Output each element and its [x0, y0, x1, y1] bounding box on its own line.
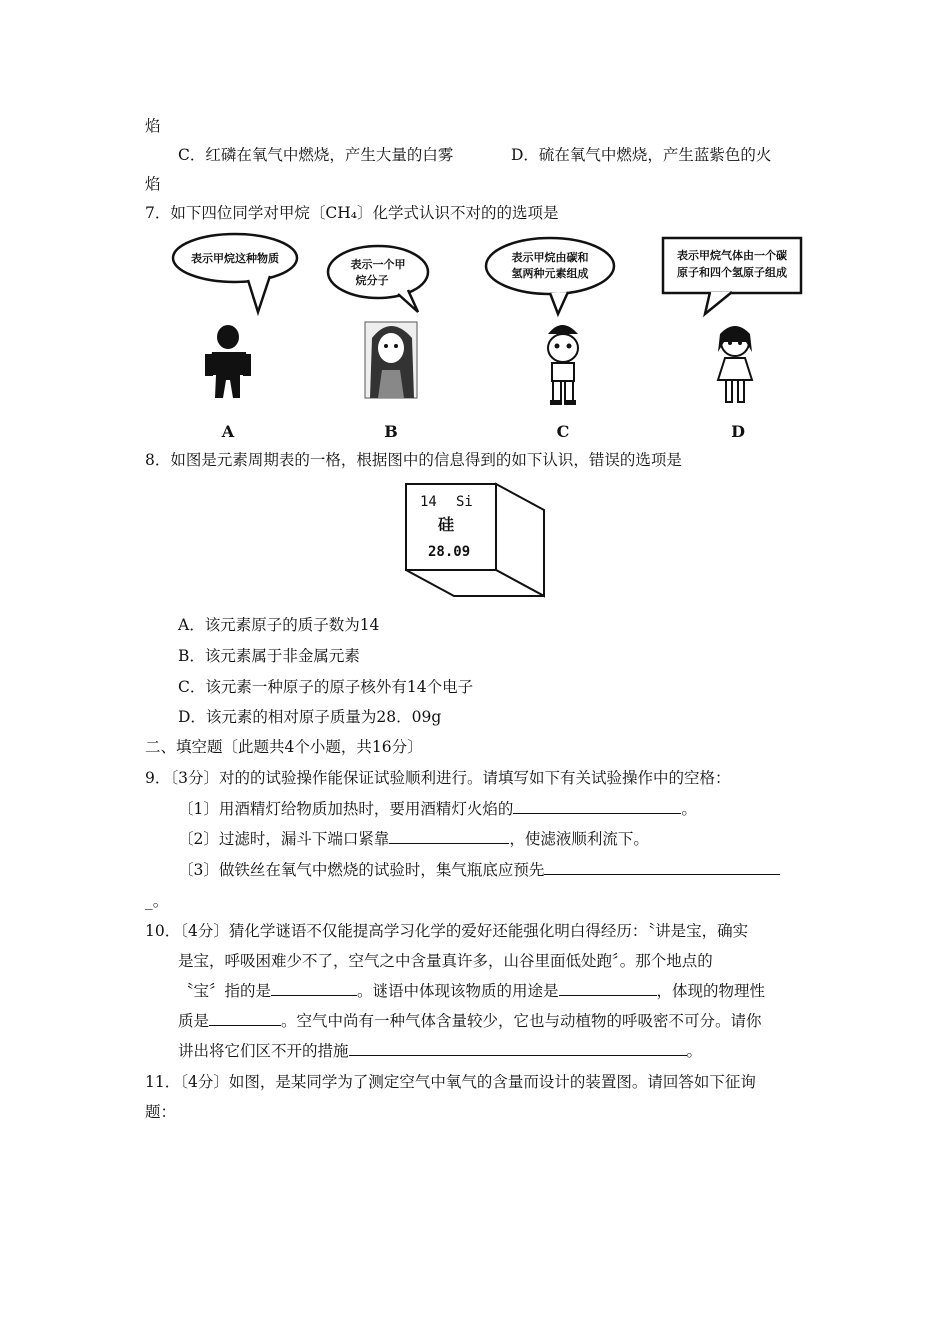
option-d: D．硫在氧气中燃烧，产生蓝紫色的火 [511, 146, 772, 164]
option-8d: D．该元素的相对原子质量为28．09g [178, 708, 442, 726]
q9-1-end: 。 [681, 800, 697, 818]
question-11-line-1: 11．〔4分〕如图，是某同学为了测定空气中氧气的含量而设计的装置图。请回答如下征询 [145, 1073, 756, 1091]
option-8a: A．该元素原子的质子数为14 [178, 616, 380, 634]
element-symbol: Si [456, 494, 473, 510]
label-d: D [731, 422, 745, 441]
q10-5-end: 。 [686, 1042, 703, 1060]
label-a: A [221, 422, 235, 441]
q10-blank-4[interactable] [349, 1040, 687, 1056]
q10-blank-3[interactable] [209, 1010, 281, 1026]
q9-1-text: 〔1〕用酒精灯给物质加热时，要用酒精灯火焰的 [178, 800, 514, 818]
q10-4-text-a: 质是 [178, 1012, 210, 1030]
q10-4-text-b: 。空气中尚有一种气体含量较少，它也与动植物的呼吸密不可分。请你 [281, 1012, 762, 1030]
atomic-number: 14 [420, 494, 437, 510]
student-c-figure [548, 325, 578, 405]
question-9: 9．〔3分〕对的的试验操作能保证试验顺利进行。请填写如下有关试验操作中的空格： [145, 769, 731, 787]
option-8c: C．该元素一种原子的原子核外有14个电子 [178, 678, 474, 696]
bubble-b-text-2: 烷分子 [355, 274, 389, 287]
figure-7-students [160, 230, 810, 445]
bubble-d-text-1: 表示甲烷气体由一个碳 [677, 249, 787, 262]
question-10-line-3 [178, 980, 765, 1002]
option-c: C．红磷在氧气中燃烧，产生大量的白雾 [178, 146, 454, 164]
q9-2-end: ，使滤液顺利流下。 [509, 830, 649, 848]
option-8b: B．该元素属于非金属元素 [178, 647, 360, 665]
question-10-line-5 [178, 1040, 702, 1062]
atomic-mass: 28.09 [428, 544, 471, 560]
question-9-1 [178, 798, 697, 820]
q9-3-end: _。 [145, 892, 169, 910]
label-b: B [384, 422, 398, 441]
figure-8-element-cell [400, 478, 550, 602]
question-9-2 [178, 828, 649, 850]
bubble-c-text-1: 表示甲烷由碳和 [511, 251, 589, 264]
student-b-figure [365, 322, 417, 398]
q9-2-blank[interactable] [389, 828, 509, 844]
q10-5-text-a: 讲出将它们区不开的措施 [178, 1042, 349, 1060]
question-11-line-2: 题： [145, 1103, 177, 1121]
question-7: 7．如下四位同学对甲烷〔CH₄〕化学式认识不对的的选项是 [145, 204, 559, 222]
q9-2-text: 〔2〕过滤时，漏斗下端口紧靠 [178, 830, 390, 848]
bubble-c-text-2: 氢两种元素组成 [511, 267, 589, 280]
speech-bubble-d [663, 238, 801, 314]
element-name: 硅 [438, 515, 455, 534]
speech-bubble-b [328, 246, 428, 312]
q10-blank-1[interactable] [271, 980, 357, 996]
line-continuation: 焰 [145, 175, 161, 193]
question-10-line-1: 10．〔4分〕猜化学谜语不仅能提高学习化学的爱好还能强化明白得经历：〝讲是宝，确实 [145, 922, 749, 940]
q10-3-text-a: 〝宝〞指的是 [178, 982, 272, 1000]
q9-1-blank[interactable] [513, 798, 681, 814]
student-d-figure [718, 326, 752, 402]
speech-bubble-a [173, 234, 297, 312]
label-c: C [556, 422, 570, 441]
line-continuation: 焰 [145, 117, 161, 135]
bubble-d-text-2: 原子和四个氢原子组成 [677, 266, 787, 279]
question-9-3 [178, 859, 780, 881]
section-2-heading: 二、填空题〔此题共4个小题，共16分〕 [145, 738, 423, 756]
q10-3-text-b: 。谜语中体现该物质的用途是 [357, 982, 559, 1000]
student-a-figure [205, 325, 251, 398]
q10-3-text-c: ，体现的物理性 [656, 982, 766, 1000]
q10-blank-2[interactable] [559, 980, 657, 996]
speech-bubble-c [486, 238, 614, 314]
question-8: 8．如图是元素周期表的一格，根据图中的信息得到的如下认识，错误的选项是 [145, 451, 682, 469]
bubble-a-text: 表示甲烷这种物质 [191, 252, 279, 265]
question-10-line-2: 是宝，呼吸困难少不了，空气之中含量真许多，山谷里面低处跑〞。那个地点的 [178, 952, 713, 970]
q9-3-blank[interactable] [544, 859, 780, 875]
question-10-line-4 [178, 1010, 762, 1032]
bubble-b-text-1: 表示一个甲 [350, 258, 406, 271]
q9-3-text: 〔3〕做铁丝在氧气中燃烧的试验时，集气瓶底应预先 [178, 861, 545, 879]
